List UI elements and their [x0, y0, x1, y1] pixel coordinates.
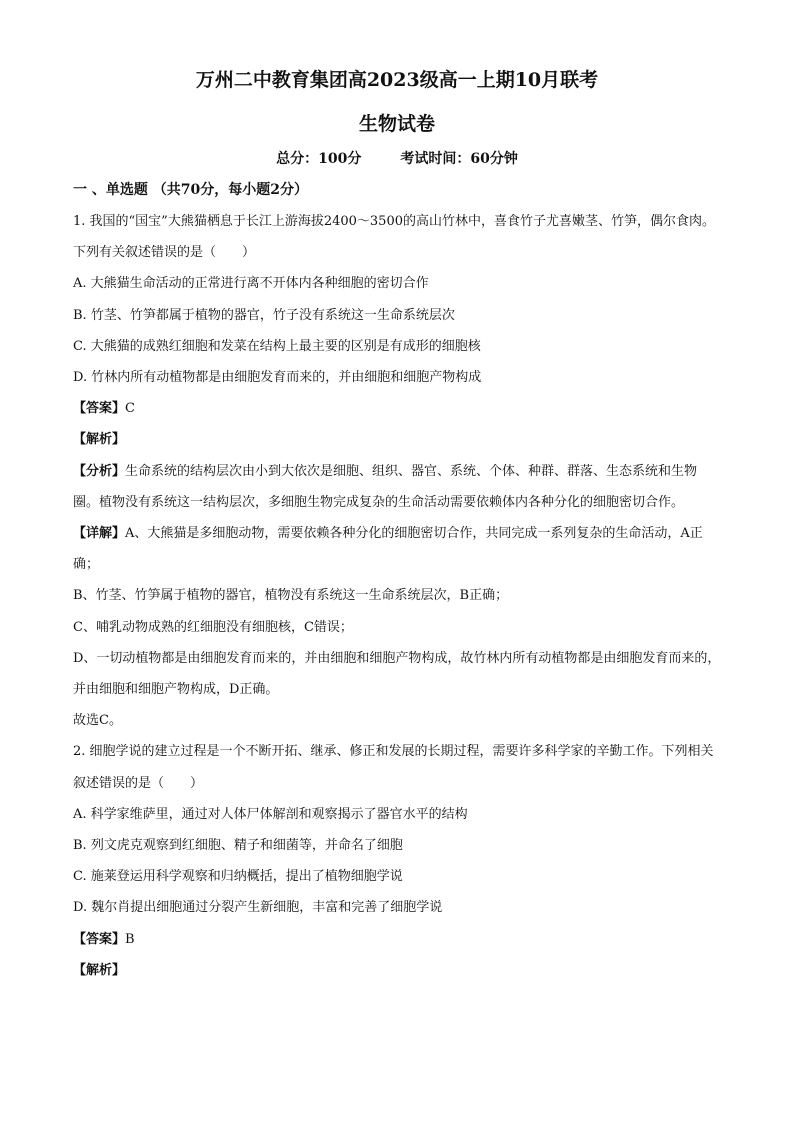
detail-tag: 【详解】: [73, 526, 126, 542]
answer-tag: 【答案】: [73, 931, 126, 947]
fenxi-tag: 【分析】: [73, 463, 126, 479]
analysis-tag: 【解析】: [73, 432, 126, 448]
q2-option-a: A. 科学家维萨里，通过对人体尸体解剖和观察揭示了器官水平的结构: [73, 806, 468, 822]
answer-value: C: [125, 401, 135, 417]
answer-tag: 【答案】: [73, 401, 126, 417]
q2-option-b: B. 列文虎克观察到红细胞、精子和细菌等，并命名了细胞: [73, 838, 403, 854]
exam-meta: 总分：100分 考试时间：60分钟: [276, 151, 518, 167]
exam-subject: 生物试卷: [358, 113, 435, 135]
q2-option-c: C. 施莱登运用科学观察和归纳概括，提出了植物细胞学说: [73, 869, 403, 885]
analysis-tag: 【解析】: [73, 962, 126, 978]
q1-detail-a: [73, 518, 723, 580]
detail-a-text: A、大熊猫是多细胞动物，需要依赖各种分化的细胞密切合作，共同完成一系列复杂的生命活动，A正确；: [73, 526, 703, 573]
q2-option-d: D. 魏尔肖提出细胞通过分裂产生新细胞，丰富和完善了细胞学说: [73, 900, 443, 916]
q1-detail-c: C、哺乳动物成熟的红细胞没有细胞核，C错误；: [73, 619, 353, 635]
q1-option-b: B. 竹茎、竹笋都属于植物的器官，竹子没有系统这一生命系统层次: [73, 307, 455, 323]
q1-option-d: D. 竹林内所有动植物都是由细胞发育而来的，并由细胞和细胞产物构成: [73, 370, 482, 386]
document-body: [73, 206, 723, 986]
fenxi-text: 生命系统的结构层次由小到大依次是细胞、组织、器官、系统、个体、种群、群落、生态系统和生物圈。植物没有系统这一结构层次，多细胞生物完成复杂的生命活动需要依赖体内各种分化的细胞密切合作。: [73, 463, 698, 510]
q1-fenxi: [73, 456, 723, 518]
section-heading: 一 、单选题 （共70分，每小题2分）: [73, 182, 308, 198]
answer-value: B: [125, 931, 135, 947]
q2-stem: 2. 细胞学说的建立过程是一个不断开拓、继承、修正和发展的长期过程，需要许多科学家的辛勤工作。下列相关叙述错误的是（ ）: [73, 744, 714, 791]
q1-analysis-heading: [73, 424, 723, 455]
q1-detail-b: B、竹茎、竹笋属于植物的器官，植物没有系统这一生命系统层次，B正确；: [73, 588, 509, 604]
q1-answer: [73, 393, 723, 424]
q1-stem: 1. 我国的“国宝”大熊猫栖息于长江上游海拔2400～3500的高山竹林中，喜食竹子尤喜嫩茎、竹笋，偶尔食肉。下列有关叙述错误的是（ ）: [73, 214, 715, 261]
q1-detail-d: D、一切动植物都是由细胞发育而来的，并由细胞和细胞产物构成，故竹林内所有动植物都是由细胞发育而来的，并由细胞和细胞产物构成，D正确。: [73, 650, 721, 698]
q1-option-c: C. 大熊猫的成熟红细胞和发菜在结构上最主要的区别是有成形的细胞核: [73, 338, 481, 354]
q1-option-a: A. 大熊猫生命活动的正常进行离不开体内各种细胞的密切合作: [73, 276, 429, 292]
q2-answer: [73, 924, 723, 955]
exam-title: 万州二中教育集团高2023级高一上期10月联考: [195, 69, 599, 91]
q2-analysis-heading: [73, 955, 723, 986]
q1-conclusion: 故选C。: [73, 713, 122, 729]
